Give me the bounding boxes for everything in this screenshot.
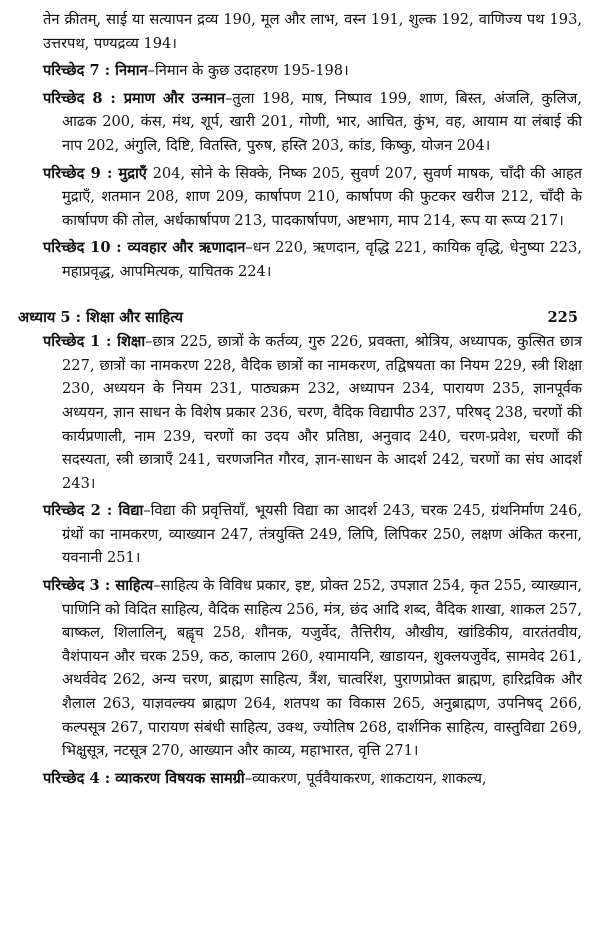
section-paragraph-7 (18, 59, 582, 83)
section-paragraph-9 (18, 162, 582, 233)
section-heading: परिच्छेद 9 : मुद्राएँ (43, 164, 147, 182)
section-text: –निमान के कुछ उदाहरण 195-198। (147, 62, 349, 80)
chapter-section-paragraph-1 (18, 330, 582, 495)
section-paragraph-continuation (18, 8, 582, 55)
section-heading: परिच्छेद 1 : शिक्षा (43, 333, 146, 351)
chapter-section-paragraph-3 (18, 574, 582, 763)
section-heading: परिच्छेद 10 : व्यवहार और ऋणादान (43, 239, 246, 257)
chapter-title: अध्याय 5 : शिक्षा और साहित्य (18, 308, 184, 326)
chapter-page-number: 225 (547, 308, 578, 326)
section-paragraph-10 (18, 236, 582, 283)
section-text: तेन क्रीतम्, साई या सत्यापन द्रव्य 190, मूल और लाभ, वस्न 191, शुल्क 192, वाणिज्य पथ 193, उत्तरपथ, पण्यद्रव्य 194। (43, 11, 582, 52)
section-text: –व्याकरण, पूर्ववैयाकरण, शाकटायन, शाकल्य, (244, 769, 487, 787)
section-heading: परिच्छेद 3 : साहित्य (43, 577, 154, 595)
section-text: –धन 220, ऋणदान, वृद्धि 221, कायिक वृद्धि, धेनुष्या 223, महाप्रवृद्ध, आपमित्यक, याचितक 224। (62, 239, 582, 280)
section-paragraph-8 (18, 87, 582, 158)
section-heading: परिच्छेद 2 : विद्या (43, 502, 144, 520)
section-text: –छात्र 225, छात्रों के कर्तव्य, गुरु 226, प्रवक्ता, श्रोत्रिय, अध्यापक, कुत्सित छात्र 227, छात्रों का नामकरण 228, वैदिक छात्रों का नामकरण, तद्विषयता का नियम 229, स्त्री शिक्षा 230, अध्ययन के नियम 231, पाठ्यक्रम 232, अध्यापन 234, पारायण 235, ज्ञानपूर्वक अध्ययन, ज्ञान साधन के विशेष प्रकार 236, चरण, वैदिक विद्यापीठ 237, परिषद् 238, चरणों की कार्यप्रणाली, नाम 239, चरणों का उदय और प्रतिष्ठा, अनुवाद 240, चरण-प्रवेश, चरणों की सदस्यता, स्त्री छात्राएँ 241, चरणजनित गौरव, ज्ञान-साधन के आदर्श 242, चरणों का संघ आदर्श 243। (62, 333, 582, 492)
chapter-section-paragraph-2 (18, 499, 582, 570)
chapter-heading (18, 306, 582, 330)
section-text: –तुला 198, माष, निष्पाव 199, शाण, बिस्त, अंजलि, कुलिज, आढक 200, कंस, मंथ, शूर्प, खारी 201, गोणी, भार, आचित, कुंभ, वह, आयाम या लंबाई की नाप 202, अंगुलि, दिष्टि, वितस्ति, पुरुष, हस्ति 203, कांड, किष्कु, योजन 204। (62, 89, 582, 154)
section-heading: परिच्छेद 7 : निमान (43, 62, 148, 80)
section-text: 204, सोने के सिक्के, निष्क 205, सुवर्ण 207, सुवर्ण माषक, चाँदी की आहत मुद्राएँ, शतमान 208, शाण 209, कार्षापण 210, कार्षापण की फुटकर खरीज 212, चाँदी के कार्षापण की तोल, अर्धकार्षापण 213, पादकार्षापण, अष्टभाग, माप 214, रूप या रूप्य 217। (62, 164, 583, 229)
section-text: –साहित्य के विविध प्रकार, इष्ट, प्रोक्त 252, उपज्ञात 254, कृत 255, व्याख्यान, पाणिनि को विदित साहित्य, वैदिक साहित्य 256, मंत्र, छंद आदि शब्द, वैदिक शाखा, शाकल 257, बाष्कल, शिलालिन्, बह्वृच 258, शौनक, यजुर्वेद, तैत्तिरीय, औखीय, खांडिकीय, वारतंतवीय, वैशंपायन और चरक 259, कठ, कालाप 260, श्यामायनि, खाडायन, शुक्लयजुर्वेद, सामवेद 261, अथर्ववेद 262, अन्य चरण, ब्राह्मण साहित्य, त्रैंश, चात्वरिंश, पुराणप्रोक्त ब्राह्मण, हारिद्रविक और शैलाल 263, याज्ञवल्क्य ब्राह्मण 264, शतपथ का विकास 265, अनुब्राह्मण, उपनिषद् 266, कल्पसूत्र 267, पारायण संबंधी साहित्य, उक्थ, ज्योतिष 268, दार्शनिक साहित्य, वास्तुविद्या 269, भिक्षुसूत्र, नटसूत्र 270, आख्यान और काव्य, महाभारत, वृत्ति 271। (62, 577, 583, 760)
section-heading: परिच्छेद 8 : प्रमाण और उन्मान (43, 89, 226, 107)
chapter-section-paragraph-4 (18, 767, 582, 791)
section-heading: परिच्छेद 4 : व्याकरण विषयक सामग्री (43, 769, 245, 787)
section-text: –विद्या की प्रवृत्तियाँ, भूयसी विद्या का आदर्श 243, चरक 245, ग्रंथनिर्माण 246, ग्रंथों का नामकरण, व्याख्यान 247, तंत्रयुक्ति 249, लिपि, लिपिकर 250, लक्षण अंकित करना, यवनानी 251। (62, 502, 582, 567)
